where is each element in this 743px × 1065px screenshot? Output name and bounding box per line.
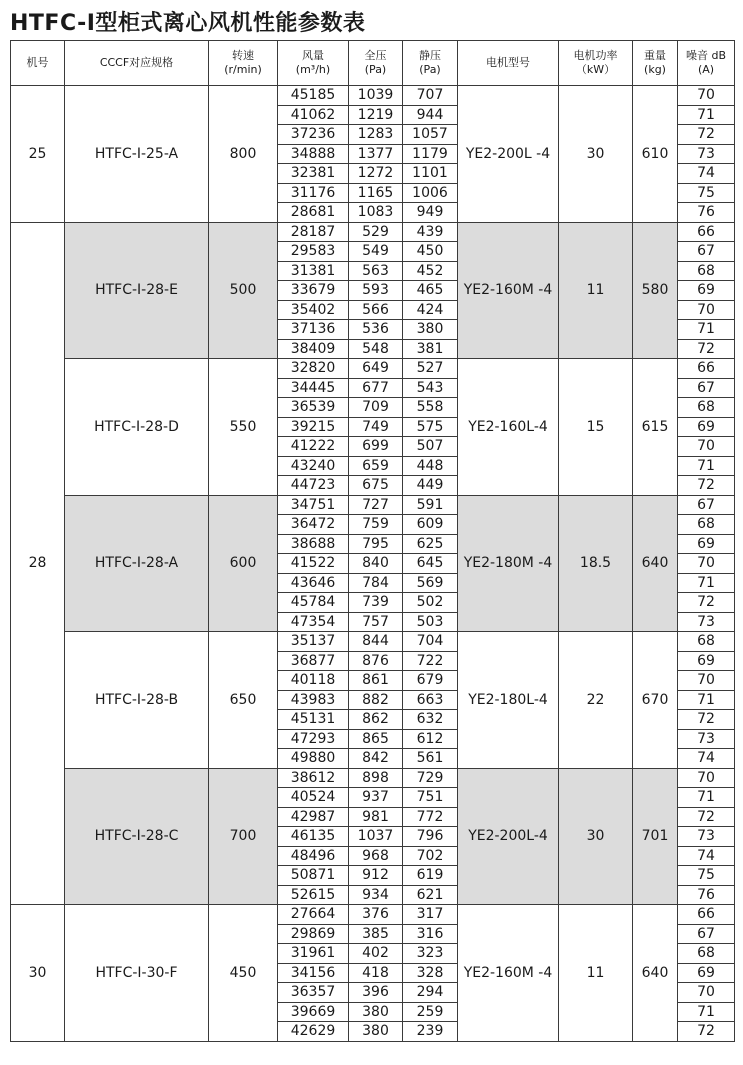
static-pressure-cell: 569 <box>403 573 458 593</box>
weight-cell: 580 <box>633 222 678 359</box>
total-pressure-cell: 981 <box>349 807 403 827</box>
motor-power-cell: 11 <box>559 222 633 359</box>
airflow-cell: 48496 <box>278 846 349 866</box>
airflow-cell: 38409 <box>278 339 349 359</box>
static-pressure-cell: 294 <box>403 983 458 1003</box>
noise-cell: 68 <box>678 261 735 281</box>
table-row <box>11 359 735 379</box>
total-pressure-cell: 396 <box>349 983 403 1003</box>
airflow-cell: 36877 <box>278 651 349 671</box>
static-pressure-cell: 503 <box>403 612 458 632</box>
static-pressure-cell: 558 <box>403 398 458 418</box>
airflow-cell: 43240 <box>278 456 349 476</box>
total-pressure-cell: 934 <box>349 885 403 905</box>
static-pressure-cell: 439 <box>403 222 458 242</box>
static-pressure-cell: 751 <box>403 788 458 808</box>
airflow-cell: 27664 <box>278 905 349 925</box>
airflow-cell: 36539 <box>278 398 349 418</box>
total-pressure-cell: 844 <box>349 632 403 652</box>
total-pressure-cell: 937 <box>349 788 403 808</box>
airflow-cell: 40524 <box>278 788 349 808</box>
model-cell: HTFC-Ⅰ-28-C <box>65 768 209 905</box>
total-pressure-cell: 865 <box>349 729 403 749</box>
total-pressure-cell: 1272 <box>349 164 403 184</box>
header-machine-no: 机号 <box>11 41 65 86</box>
airflow-cell: 34156 <box>278 963 349 983</box>
static-pressure-cell: 543 <box>403 378 458 398</box>
airflow-cell: 29869 <box>278 924 349 944</box>
noise-cell: 67 <box>678 242 735 262</box>
total-pressure-cell: 418 <box>349 963 403 983</box>
airflow-cell: 28681 <box>278 203 349 223</box>
speed-cell: 800 <box>209 86 278 223</box>
weight-cell: 640 <box>633 905 678 1042</box>
total-pressure-cell: 1165 <box>349 183 403 203</box>
static-pressure-cell: 679 <box>403 671 458 691</box>
table-row <box>11 495 735 515</box>
table-body <box>11 86 735 1042</box>
airflow-cell: 49880 <box>278 749 349 769</box>
airflow-cell: 35402 <box>278 300 349 320</box>
noise-cell: 72 <box>678 476 735 496</box>
airflow-cell: 31176 <box>278 183 349 203</box>
noise-cell: 72 <box>678 1022 735 1042</box>
total-pressure-cell: 675 <box>349 476 403 496</box>
motor-model-cell: YE2-200L -4 <box>458 86 559 223</box>
static-pressure-cell: 625 <box>403 534 458 554</box>
noise-cell: 69 <box>678 417 735 437</box>
motor-model-cell: YE2-160M -4 <box>458 905 559 1042</box>
airflow-cell: 38612 <box>278 768 349 788</box>
total-pressure-cell: 898 <box>349 768 403 788</box>
model-cell: HTFC-Ⅰ-28-A <box>65 495 209 632</box>
model-cell: HTFC-Ⅰ-28-E <box>65 222 209 359</box>
total-pressure-cell: 739 <box>349 593 403 613</box>
table-row <box>11 632 735 652</box>
total-pressure-cell: 549 <box>349 242 403 262</box>
airflow-cell: 38688 <box>278 534 349 554</box>
total-pressure-cell: 659 <box>349 456 403 476</box>
airflow-cell: 34888 <box>278 144 349 164</box>
total-pressure-cell: 1283 <box>349 125 403 145</box>
static-pressure-cell: 1057 <box>403 125 458 145</box>
motor-power-cell: 15 <box>559 359 633 496</box>
static-pressure-cell: 619 <box>403 866 458 886</box>
airflow-cell: 32820 <box>278 359 349 379</box>
airflow-cell: 50871 <box>278 866 349 886</box>
airflow-cell: 43983 <box>278 690 349 710</box>
total-pressure-cell: 862 <box>349 710 403 730</box>
total-pressure-cell: 380 <box>349 1002 403 1022</box>
airflow-cell: 45185 <box>278 86 349 106</box>
noise-cell: 71 <box>678 456 735 476</box>
model-cell: HTFC-Ⅰ-28-D <box>65 359 209 496</box>
header-airflow: 风量 (m³/h) <box>278 41 349 86</box>
noise-cell: 66 <box>678 905 735 925</box>
noise-cell: 76 <box>678 885 735 905</box>
header-weight: 重量 (kg) <box>633 41 678 86</box>
machine-no-cell: 28 <box>11 222 65 905</box>
weight-cell: 670 <box>633 632 678 769</box>
noise-cell: 71 <box>678 320 735 340</box>
airflow-cell: 44723 <box>278 476 349 496</box>
model-cell: HTFC-Ⅰ-30-F <box>65 905 209 1042</box>
noise-cell: 72 <box>678 125 735 145</box>
noise-cell: 74 <box>678 846 735 866</box>
total-pressure-cell: 1377 <box>349 144 403 164</box>
total-pressure-cell: 1083 <box>349 203 403 223</box>
total-pressure-cell: 385 <box>349 924 403 944</box>
static-pressure-cell: 323 <box>403 944 458 964</box>
static-pressure-cell: 259 <box>403 1002 458 1022</box>
airflow-cell: 37136 <box>278 320 349 340</box>
static-pressure-cell: 527 <box>403 359 458 379</box>
total-pressure-cell: 402 <box>349 944 403 964</box>
total-pressure-cell: 842 <box>349 749 403 769</box>
noise-cell: 71 <box>678 690 735 710</box>
header-motor-model: 电机型号 <box>458 41 559 86</box>
noise-cell: 72 <box>678 807 735 827</box>
header-static-pressure: 静压 (Pa) <box>403 41 458 86</box>
noise-cell: 66 <box>678 222 735 242</box>
total-pressure-cell: 912 <box>349 866 403 886</box>
static-pressure-cell: 465 <box>403 281 458 301</box>
motor-model-cell: YE2-160M -4 <box>458 222 559 359</box>
total-pressure-cell: 876 <box>349 651 403 671</box>
speed-cell: 600 <box>209 495 278 632</box>
noise-cell: 69 <box>678 963 735 983</box>
noise-cell: 70 <box>678 86 735 106</box>
total-pressure-cell: 1219 <box>349 105 403 125</box>
noise-cell: 71 <box>678 105 735 125</box>
motor-model-cell: YE2-180L-4 <box>458 632 559 769</box>
total-pressure-cell: 749 <box>349 417 403 437</box>
weight-cell: 615 <box>633 359 678 496</box>
airflow-cell: 31381 <box>278 261 349 281</box>
static-pressure-cell: 239 <box>403 1022 458 1042</box>
motor-power-cell: 30 <box>559 768 633 905</box>
airflow-cell: 52615 <box>278 885 349 905</box>
airflow-cell: 29583 <box>278 242 349 262</box>
static-pressure-cell: 609 <box>403 515 458 535</box>
speed-cell: 450 <box>209 905 278 1042</box>
speed-cell: 700 <box>209 768 278 905</box>
total-pressure-cell: 548 <box>349 339 403 359</box>
airflow-cell: 35137 <box>278 632 349 652</box>
airflow-cell: 41062 <box>278 105 349 125</box>
machine-no-cell: 25 <box>11 86 65 223</box>
noise-cell: 75 <box>678 866 735 886</box>
static-pressure-cell: 944 <box>403 105 458 125</box>
header-noise: 噪音 dB (A) <box>678 41 735 86</box>
table-row <box>11 905 735 925</box>
total-pressure-cell: 376 <box>349 905 403 925</box>
total-pressure-cell: 882 <box>349 690 403 710</box>
static-pressure-cell: 707 <box>403 86 458 106</box>
motor-power-cell: 30 <box>559 86 633 223</box>
total-pressure-cell: 1037 <box>349 827 403 847</box>
airflow-cell: 33679 <box>278 281 349 301</box>
airflow-cell: 37236 <box>278 125 349 145</box>
airflow-cell: 47293 <box>278 729 349 749</box>
static-pressure-cell: 772 <box>403 807 458 827</box>
speed-cell: 550 <box>209 359 278 496</box>
airflow-cell: 41222 <box>278 437 349 457</box>
total-pressure-cell: 727 <box>349 495 403 515</box>
static-pressure-cell: 316 <box>403 924 458 944</box>
motor-model-cell: YE2-200L-4 <box>458 768 559 905</box>
airflow-cell: 39215 <box>278 417 349 437</box>
airflow-cell: 28187 <box>278 222 349 242</box>
noise-cell: 75 <box>678 183 735 203</box>
noise-cell: 68 <box>678 398 735 418</box>
model-cell: HTFC-Ⅰ-28-B <box>65 632 209 769</box>
speed-cell: 500 <box>209 222 278 359</box>
speed-cell: 650 <box>209 632 278 769</box>
noise-cell: 72 <box>678 593 735 613</box>
total-pressure-cell: 840 <box>349 554 403 574</box>
table-row <box>11 222 735 242</box>
static-pressure-cell: 561 <box>403 749 458 769</box>
weight-cell: 640 <box>633 495 678 632</box>
noise-cell: 73 <box>678 144 735 164</box>
total-pressure-cell: 1039 <box>349 86 403 106</box>
total-pressure-cell: 795 <box>349 534 403 554</box>
noise-cell: 73 <box>678 729 735 749</box>
static-pressure-cell: 949 <box>403 203 458 223</box>
weight-cell: 701 <box>633 768 678 905</box>
total-pressure-cell: 861 <box>349 671 403 691</box>
static-pressure-cell: 507 <box>403 437 458 457</box>
total-pressure-cell: 593 <box>349 281 403 301</box>
total-pressure-cell: 759 <box>349 515 403 535</box>
airflow-cell: 31961 <box>278 944 349 964</box>
total-pressure-cell: 566 <box>349 300 403 320</box>
noise-cell: 67 <box>678 378 735 398</box>
noise-cell: 70 <box>678 437 735 457</box>
noise-cell: 67 <box>678 495 735 515</box>
motor-power-cell: 22 <box>559 632 633 769</box>
static-pressure-cell: 502 <box>403 593 458 613</box>
noise-cell: 73 <box>678 827 735 847</box>
noise-cell: 74 <box>678 164 735 184</box>
noise-cell: 69 <box>678 281 735 301</box>
static-pressure-cell: 317 <box>403 905 458 925</box>
airflow-cell: 43646 <box>278 573 349 593</box>
noise-cell: 73 <box>678 612 735 632</box>
motor-model-cell: YE2-180M -4 <box>458 495 559 632</box>
airflow-cell: 34751 <box>278 495 349 515</box>
static-pressure-cell: 449 <box>403 476 458 496</box>
airflow-cell: 46135 <box>278 827 349 847</box>
static-pressure-cell: 645 <box>403 554 458 574</box>
weight-cell: 610 <box>633 86 678 223</box>
motor-power-cell: 11 <box>559 905 633 1042</box>
airflow-cell: 32381 <box>278 164 349 184</box>
static-pressure-cell: 1101 <box>403 164 458 184</box>
table-row <box>11 86 735 106</box>
static-pressure-cell: 612 <box>403 729 458 749</box>
noise-cell: 68 <box>678 944 735 964</box>
header-cccf: CCCF对应规格 <box>65 41 209 86</box>
performance-table <box>10 40 735 1042</box>
total-pressure-cell: 709 <box>349 398 403 418</box>
header-motor-power: 电机功率 （kW） <box>559 41 633 86</box>
airflow-cell: 36472 <box>278 515 349 535</box>
airflow-cell: 42987 <box>278 807 349 827</box>
airflow-cell: 34445 <box>278 378 349 398</box>
noise-cell: 70 <box>678 554 735 574</box>
static-pressure-cell: 448 <box>403 456 458 476</box>
total-pressure-cell: 677 <box>349 378 403 398</box>
static-pressure-cell: 632 <box>403 710 458 730</box>
header-speed: 转速 (r/min) <box>209 41 278 86</box>
static-pressure-cell: 729 <box>403 768 458 788</box>
noise-cell: 70 <box>678 983 735 1003</box>
noise-cell: 71 <box>678 573 735 593</box>
static-pressure-cell: 380 <box>403 320 458 340</box>
airflow-cell: 47354 <box>278 612 349 632</box>
static-pressure-cell: 575 <box>403 417 458 437</box>
motor-power-cell: 18.5 <box>559 495 633 632</box>
static-pressure-cell: 424 <box>403 300 458 320</box>
total-pressure-cell: 529 <box>349 222 403 242</box>
noise-cell: 70 <box>678 671 735 691</box>
static-pressure-cell: 722 <box>403 651 458 671</box>
static-pressure-cell: 328 <box>403 963 458 983</box>
static-pressure-cell: 1006 <box>403 183 458 203</box>
total-pressure-cell: 649 <box>349 359 403 379</box>
noise-cell: 71 <box>678 788 735 808</box>
total-pressure-cell: 968 <box>349 846 403 866</box>
static-pressure-cell: 621 <box>403 885 458 905</box>
total-pressure-cell: 784 <box>349 573 403 593</box>
page-title: HTFC-I型柜式离心风机性能参数表 <box>10 11 366 36</box>
static-pressure-cell: 663 <box>403 690 458 710</box>
motor-model-cell: YE2-160L-4 <box>458 359 559 496</box>
noise-cell: 69 <box>678 534 735 554</box>
header-row <box>11 41 735 86</box>
static-pressure-cell: 796 <box>403 827 458 847</box>
static-pressure-cell: 591 <box>403 495 458 515</box>
static-pressure-cell: 704 <box>403 632 458 652</box>
airflow-cell: 41522 <box>278 554 349 574</box>
noise-cell: 72 <box>678 710 735 730</box>
noise-cell: 72 <box>678 339 735 359</box>
static-pressure-cell: 1179 <box>403 144 458 164</box>
static-pressure-cell: 702 <box>403 846 458 866</box>
airflow-cell: 42629 <box>278 1022 349 1042</box>
table-row <box>11 768 735 788</box>
machine-no-cell: 30 <box>11 905 65 1042</box>
static-pressure-cell: 452 <box>403 261 458 281</box>
airflow-cell: 40118 <box>278 671 349 691</box>
header-total-pressure: 全压 (Pa) <box>349 41 403 86</box>
noise-cell: 74 <box>678 749 735 769</box>
airflow-cell: 45131 <box>278 710 349 730</box>
total-pressure-cell: 699 <box>349 437 403 457</box>
airflow-cell: 39669 <box>278 1002 349 1022</box>
static-pressure-cell: 450 <box>403 242 458 262</box>
airflow-cell: 45784 <box>278 593 349 613</box>
static-pressure-cell: 381 <box>403 339 458 359</box>
noise-cell: 67 <box>678 924 735 944</box>
total-pressure-cell: 757 <box>349 612 403 632</box>
model-cell: HTFC-Ⅰ-25-A <box>65 86 209 223</box>
noise-cell: 68 <box>678 632 735 652</box>
noise-cell: 68 <box>678 515 735 535</box>
total-pressure-cell: 563 <box>349 261 403 281</box>
noise-cell: 70 <box>678 300 735 320</box>
noise-cell: 76 <box>678 203 735 223</box>
noise-cell: 71 <box>678 1002 735 1022</box>
noise-cell: 69 <box>678 651 735 671</box>
airflow-cell: 36357 <box>278 983 349 1003</box>
noise-cell: 70 <box>678 768 735 788</box>
noise-cell: 66 <box>678 359 735 379</box>
total-pressure-cell: 536 <box>349 320 403 340</box>
total-pressure-cell: 380 <box>349 1022 403 1042</box>
